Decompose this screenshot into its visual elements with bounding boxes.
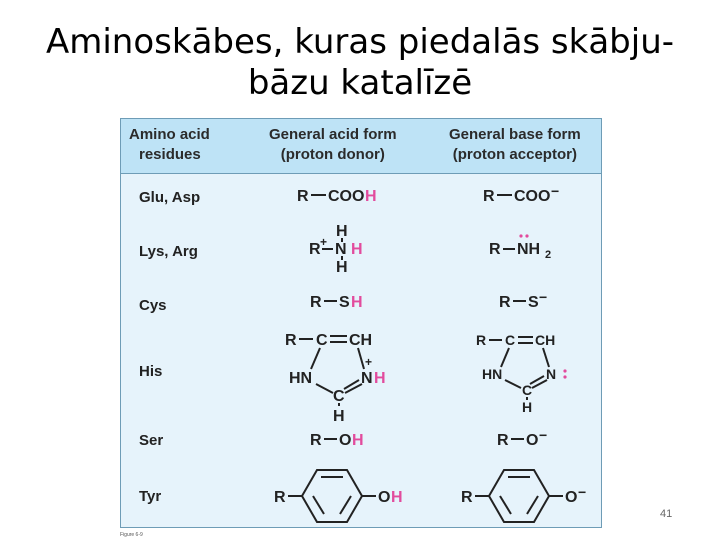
slide-title-line-1: Aminoskābes, kuras piedalās skābju-	[45, 22, 675, 62]
svg-text:−: −	[539, 289, 548, 305]
svg-text:H: H	[365, 188, 377, 205]
svg-text:S: S	[528, 294, 539, 311]
svg-text:R: R	[497, 432, 509, 449]
header-residues-line-1: Amino acid	[129, 126, 210, 143]
svg-text:C: C	[505, 332, 516, 348]
svg-text:COO: COO	[328, 188, 365, 205]
chemical-structures-diagram	[121, 174, 601, 529]
svg-text:H: H	[391, 489, 403, 506]
cys-acid-structure	[310, 294, 363, 311]
header-acid-form-line-1: General acid form	[269, 126, 397, 143]
table-header	[121, 119, 601, 174]
row-label-glu-asp: Glu, Asp	[139, 189, 201, 206]
svg-text:O: O	[526, 432, 539, 449]
svg-text:COO: COO	[514, 188, 551, 205]
row-label-his: His	[139, 363, 163, 380]
row-label-lys-arg: Lys, Arg	[139, 243, 198, 260]
svg-text:R: R	[297, 188, 309, 205]
his-base-structure	[476, 332, 567, 415]
svg-text:−: −	[578, 484, 587, 500]
svg-text:H: H	[352, 432, 364, 449]
svg-text:R: R	[461, 489, 473, 506]
svg-text:HN: HN	[482, 366, 503, 382]
svg-text:H: H	[333, 408, 345, 425]
lys-arg-acid-structure	[309, 223, 363, 276]
svg-text:N: N	[335, 241, 347, 258]
svg-text:H: H	[374, 370, 386, 387]
svg-text:R: R	[499, 294, 511, 311]
svg-text:+: +	[320, 235, 328, 249]
header-acid-form-line-2: (proton donor)	[280, 146, 385, 163]
svg-text:O: O	[378, 489, 391, 506]
glu-asp-acid-structure	[297, 188, 377, 205]
svg-text:2: 2	[545, 249, 552, 261]
svg-text:R: R	[274, 489, 286, 506]
svg-text:R: R	[476, 332, 487, 348]
lys-arg-base-structure	[489, 234, 551, 261]
glu-asp-base-structure	[483, 183, 559, 205]
tyr-base-structure	[461, 470, 586, 522]
tyr-acid-structure	[274, 470, 403, 522]
svg-text:S: S	[339, 294, 350, 311]
row-label-ser: Ser	[139, 432, 164, 449]
cys-base-structure	[499, 289, 547, 311]
header-base-form-line-1: General base form	[449, 126, 581, 143]
svg-text:C: C	[316, 332, 328, 349]
figure-caption: Figure 6-9	[120, 532, 143, 538]
ser-base-structure	[497, 427, 547, 449]
svg-text:−: −	[551, 183, 560, 199]
svg-text:H: H	[351, 294, 363, 311]
page-number: 41	[660, 508, 673, 520]
svg-text:R: R	[309, 241, 321, 258]
svg-text:CH: CH	[349, 332, 373, 349]
header-residues	[129, 125, 210, 165]
row-label-tyr: Tyr	[139, 488, 162, 505]
svg-text:+: +	[365, 355, 373, 369]
svg-text:R: R	[310, 294, 322, 311]
acid-base-table	[120, 118, 602, 528]
header-base-form-line-2: (proton acceptor)	[452, 146, 577, 163]
his-acid-structure	[285, 332, 386, 425]
svg-text:H: H	[522, 399, 533, 415]
svg-text:C: C	[522, 382, 533, 398]
header-acid-form	[269, 125, 397, 165]
header-residues-line-2: residues	[139, 146, 201, 163]
svg-text:R: R	[285, 332, 297, 349]
svg-text:R: R	[489, 241, 501, 258]
svg-text:O: O	[565, 489, 578, 506]
header-base-form	[449, 125, 581, 165]
svg-text:H: H	[336, 223, 348, 240]
svg-text:H: H	[351, 241, 363, 258]
svg-text:−: −	[539, 427, 548, 443]
svg-text:CH: CH	[535, 332, 556, 348]
ser-acid-structure	[310, 432, 364, 449]
svg-text:C: C	[333, 388, 345, 405]
svg-text:O: O	[339, 432, 352, 449]
svg-text:N: N	[361, 370, 373, 387]
slide-title	[40, 22, 680, 104]
svg-text:NH: NH	[517, 241, 541, 258]
svg-text:R: R	[483, 188, 495, 205]
svg-text:HN: HN	[289, 370, 313, 387]
svg-text:R: R	[310, 432, 322, 449]
slide-title-line-2: bāzu katalīzē	[247, 63, 473, 103]
svg-text:H: H	[336, 259, 348, 276]
row-label-cys: Cys	[139, 297, 167, 314]
svg-text:N: N	[546, 366, 557, 382]
